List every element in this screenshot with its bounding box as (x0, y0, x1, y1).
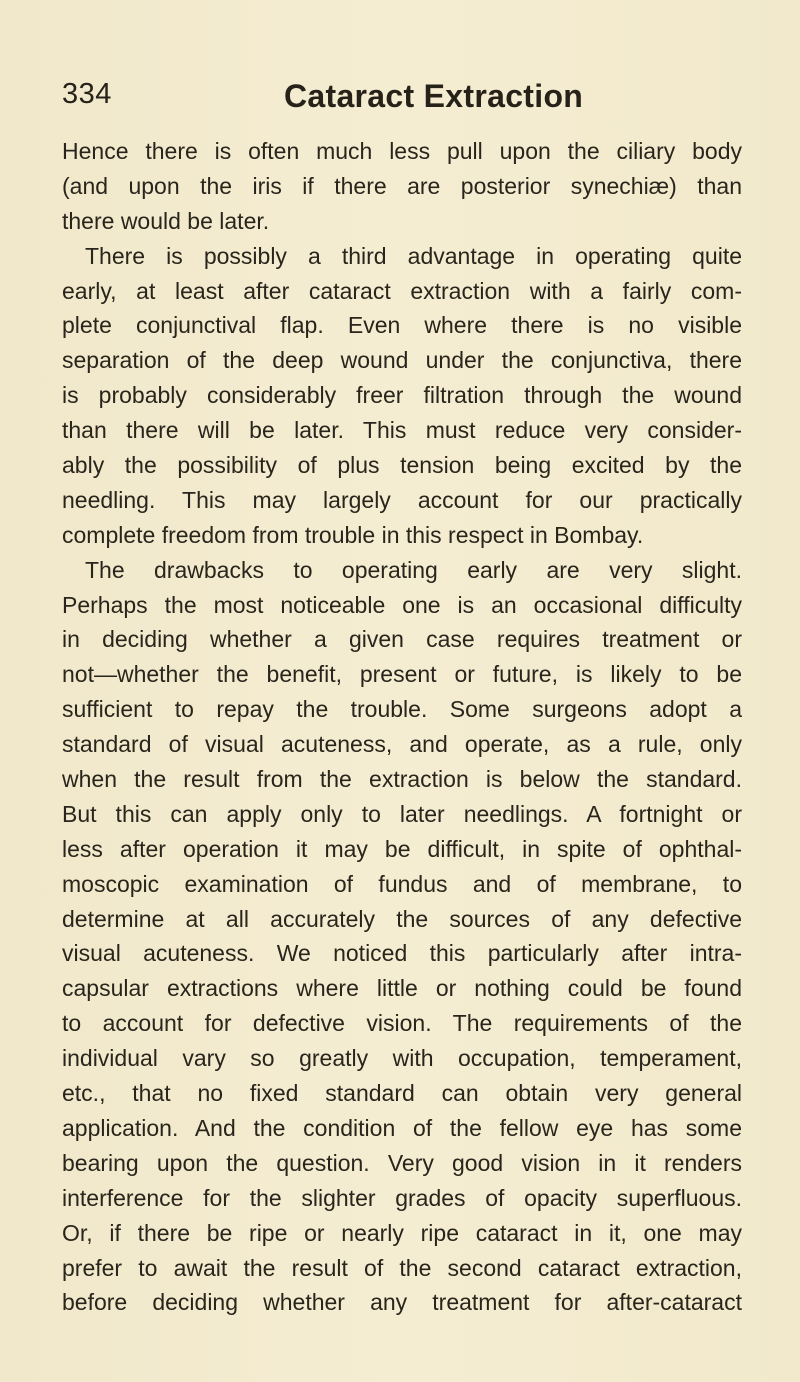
text-line: moscopic examination of fundus and of membrane, to (62, 870, 742, 897)
text-line: bearing upon the question. Very good vision in it renders (62, 1149, 742, 1176)
text-line: But this can apply only to later needlings. A fortnight or (62, 800, 742, 827)
text-line: Perhaps the most noticeable one is an occasional difficulty (62, 591, 742, 618)
text-line: separation of the deep wound under the conjunctiva, there (62, 347, 742, 374)
text-line: etc., that no fixed standard can obtain very general (62, 1080, 742, 1107)
page-header (62, 78, 742, 122)
text-line: is probably considerably freer filtration through the wound (62, 382, 742, 409)
text-line: early, at least after cataract extraction with a fairly com- (62, 277, 742, 304)
text-line: not—whether the benefit, present or future, is likely to be (62, 661, 742, 688)
text-line: there would be later. (62, 207, 270, 234)
text-line: in deciding whether a given case requires treatment or (62, 626, 742, 653)
text-line: visual acuteness. We noticed this particularly after intra- (62, 940, 742, 967)
page-number: 334 (62, 78, 112, 110)
text-line: determine at all accurately the sources of any defective (62, 905, 742, 932)
text-line: capsular extractions where little or nothing could be found (62, 975, 742, 1002)
text-line: (and upon the iris if there are posterior synechiæ) than (62, 172, 742, 199)
text-line: The drawbacks to operating early are very slight. (85, 556, 742, 583)
text-line: There is possibly a third advantage in operating quite (85, 242, 742, 269)
text-line: ably the possibility of plus tension being excited by the (62, 452, 742, 479)
text-line: than there will be later. This must reduce very consider- (62, 417, 742, 444)
text-line: standard of visual acuteness, and operate, as a rule, only (62, 731, 742, 758)
text-line: less after operation it may be difficult, in spite of ophthal- (62, 835, 742, 862)
text-line: before deciding whether any treatment for after-cataract (62, 1289, 742, 1316)
text-line: to account for defective vision. The requirements of the (62, 1010, 742, 1037)
text-line: prefer to await the result of the second cataract extraction, (62, 1254, 742, 1281)
text-line: sufficient to repay the trouble. Some surgeons adopt a (62, 696, 742, 723)
text-line: Hence there is often much less pull upon the ciliary body (62, 138, 742, 164)
text-line: needling. This may largely account for our practically (62, 486, 742, 513)
text-line: complete freedom from trouble in this respect in Bombay. (62, 521, 644, 548)
text-line: plete conjunctival flap. Even where there is no visible (62, 312, 742, 339)
text-line: when the result from the extraction is below the standard. (62, 766, 742, 793)
text-line: individual vary so greatly with occupation, temperament, (62, 1045, 742, 1072)
running-title: Cataract Extraction (284, 78, 584, 114)
text-line: interference for the slighter grades of opacity superfluous. (62, 1184, 742, 1211)
body-text (62, 134, 742, 1320)
text-line: Or, if there be ripe or nearly ripe cataract in it, one may (62, 1219, 742, 1246)
text-line: application. And the condition of the fellow eye has some (62, 1114, 742, 1141)
